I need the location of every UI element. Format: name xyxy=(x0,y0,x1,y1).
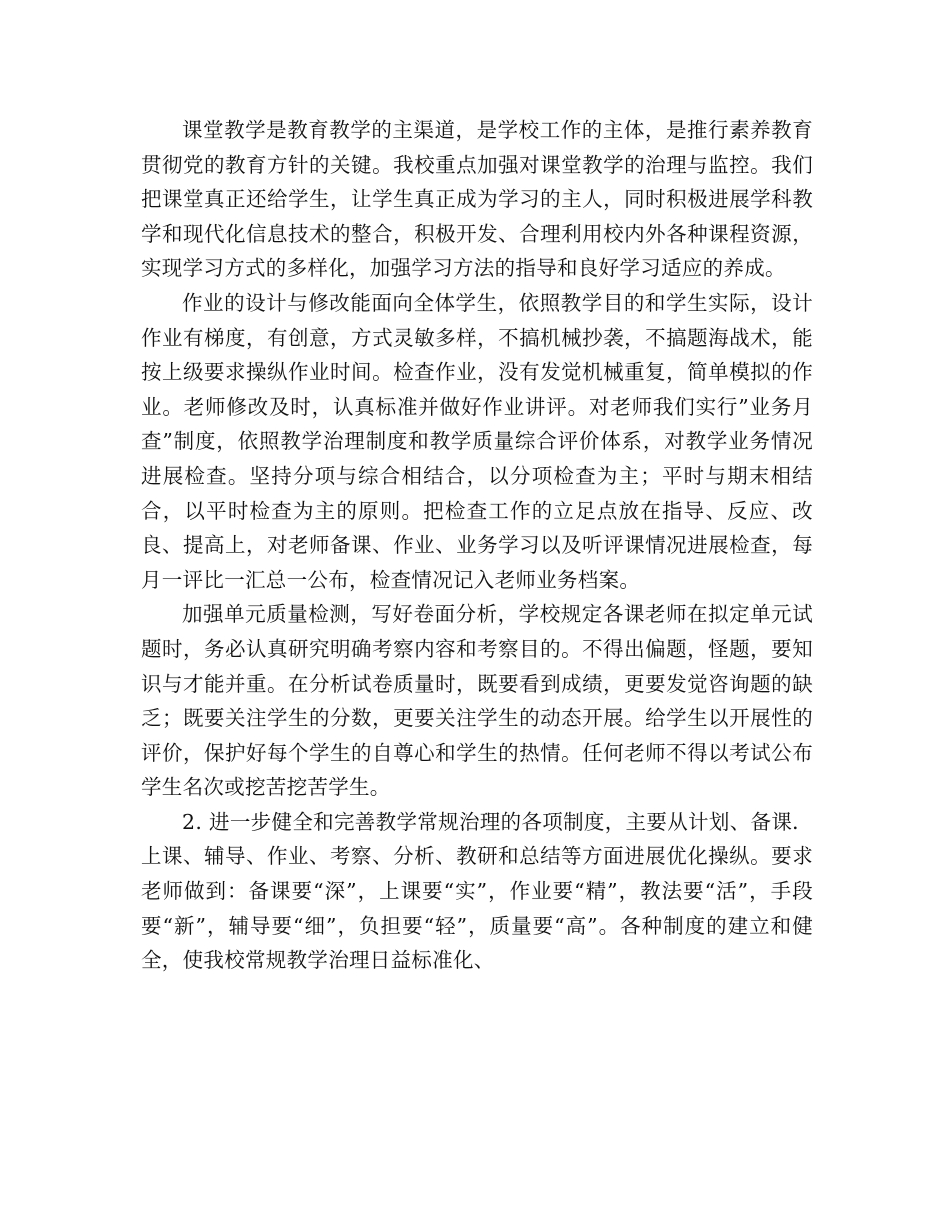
paragraph-homework-inspection: 作业的设计与修改能面向全体学生，依照教学目的和学生实际，设计作业有梯度，有创意，方式灵敏多样，不搞机械抄袭，不搞题海战术，能按上级要求操纵作业时间。检查作业，没有发觉机械重复，简单模拟的作业。老师修改及时，认真标准并做好作业讲评。对老师我们实行”业务月查”制度，依照教学治理制度和教学质量综合评价体系，对教学业务情况进展检查。坚持分项与综合相结合，以分项检查为主；平时与期末相结合，以平时检查为主的原则。把检查工作的立足点放在指导、反应、改良、提高上，对老师备课、作业、业务学习以及听评课情况进展检查，每月一评比一汇总一公布，检查情况记入老师业务档案。 xyxy=(141,290,813,592)
paragraph-classroom-teaching: 课堂教学是教育教学的主渠道，是学校工作的主体，是推行素养教育贯彻党的教育方针的关键。我校重点加强对课堂教学的治理与监控。我们把课堂真正还给学生，让学生真正成为学习的主人，同时积极进展学科教学和现代化信息技术的整合，积极开发、合理利用校内外各种课程资源，实现学习方式的多样化，加强学习方法的指导和良好学习适应的养成。 xyxy=(141,118,813,281)
paragraph-unit-quality-testing: 加强单元质量检测，写好卷面分析，学校规定各课老师在拟定单元试题时，务必认真研究明确考察内容和考察目的。不得出偏题，怪题，要知识与才能并重。在分析试卷质量时，既要看到成绩，更要发觉咨询题的缺乏；既要关注学生的分数，更要关注学生的动态开展。给学生以开展性的评价，保护好每个学生的自尊心和学生的热情。任何老师不得以考试公布学生名次或挖苦挖苦学生。 xyxy=(141,602,813,800)
paragraph-routine-management: 2. 进一步健全和完善教学常规治理的各项制度，主要从计划、备课．上课、辅导、作业、考察、分析、教研和总结等方面进展优化操纵。要求老师做到：备课要“深”，上课要“实”，作业要“精”，教法要“活”，手段要“新”，辅导要“细”，负担要“轻”，质量要“高”。各种制度的建立和健全，使我校常规教学治理日益标准化、 xyxy=(141,809,813,973)
document-body xyxy=(141,113,813,978)
